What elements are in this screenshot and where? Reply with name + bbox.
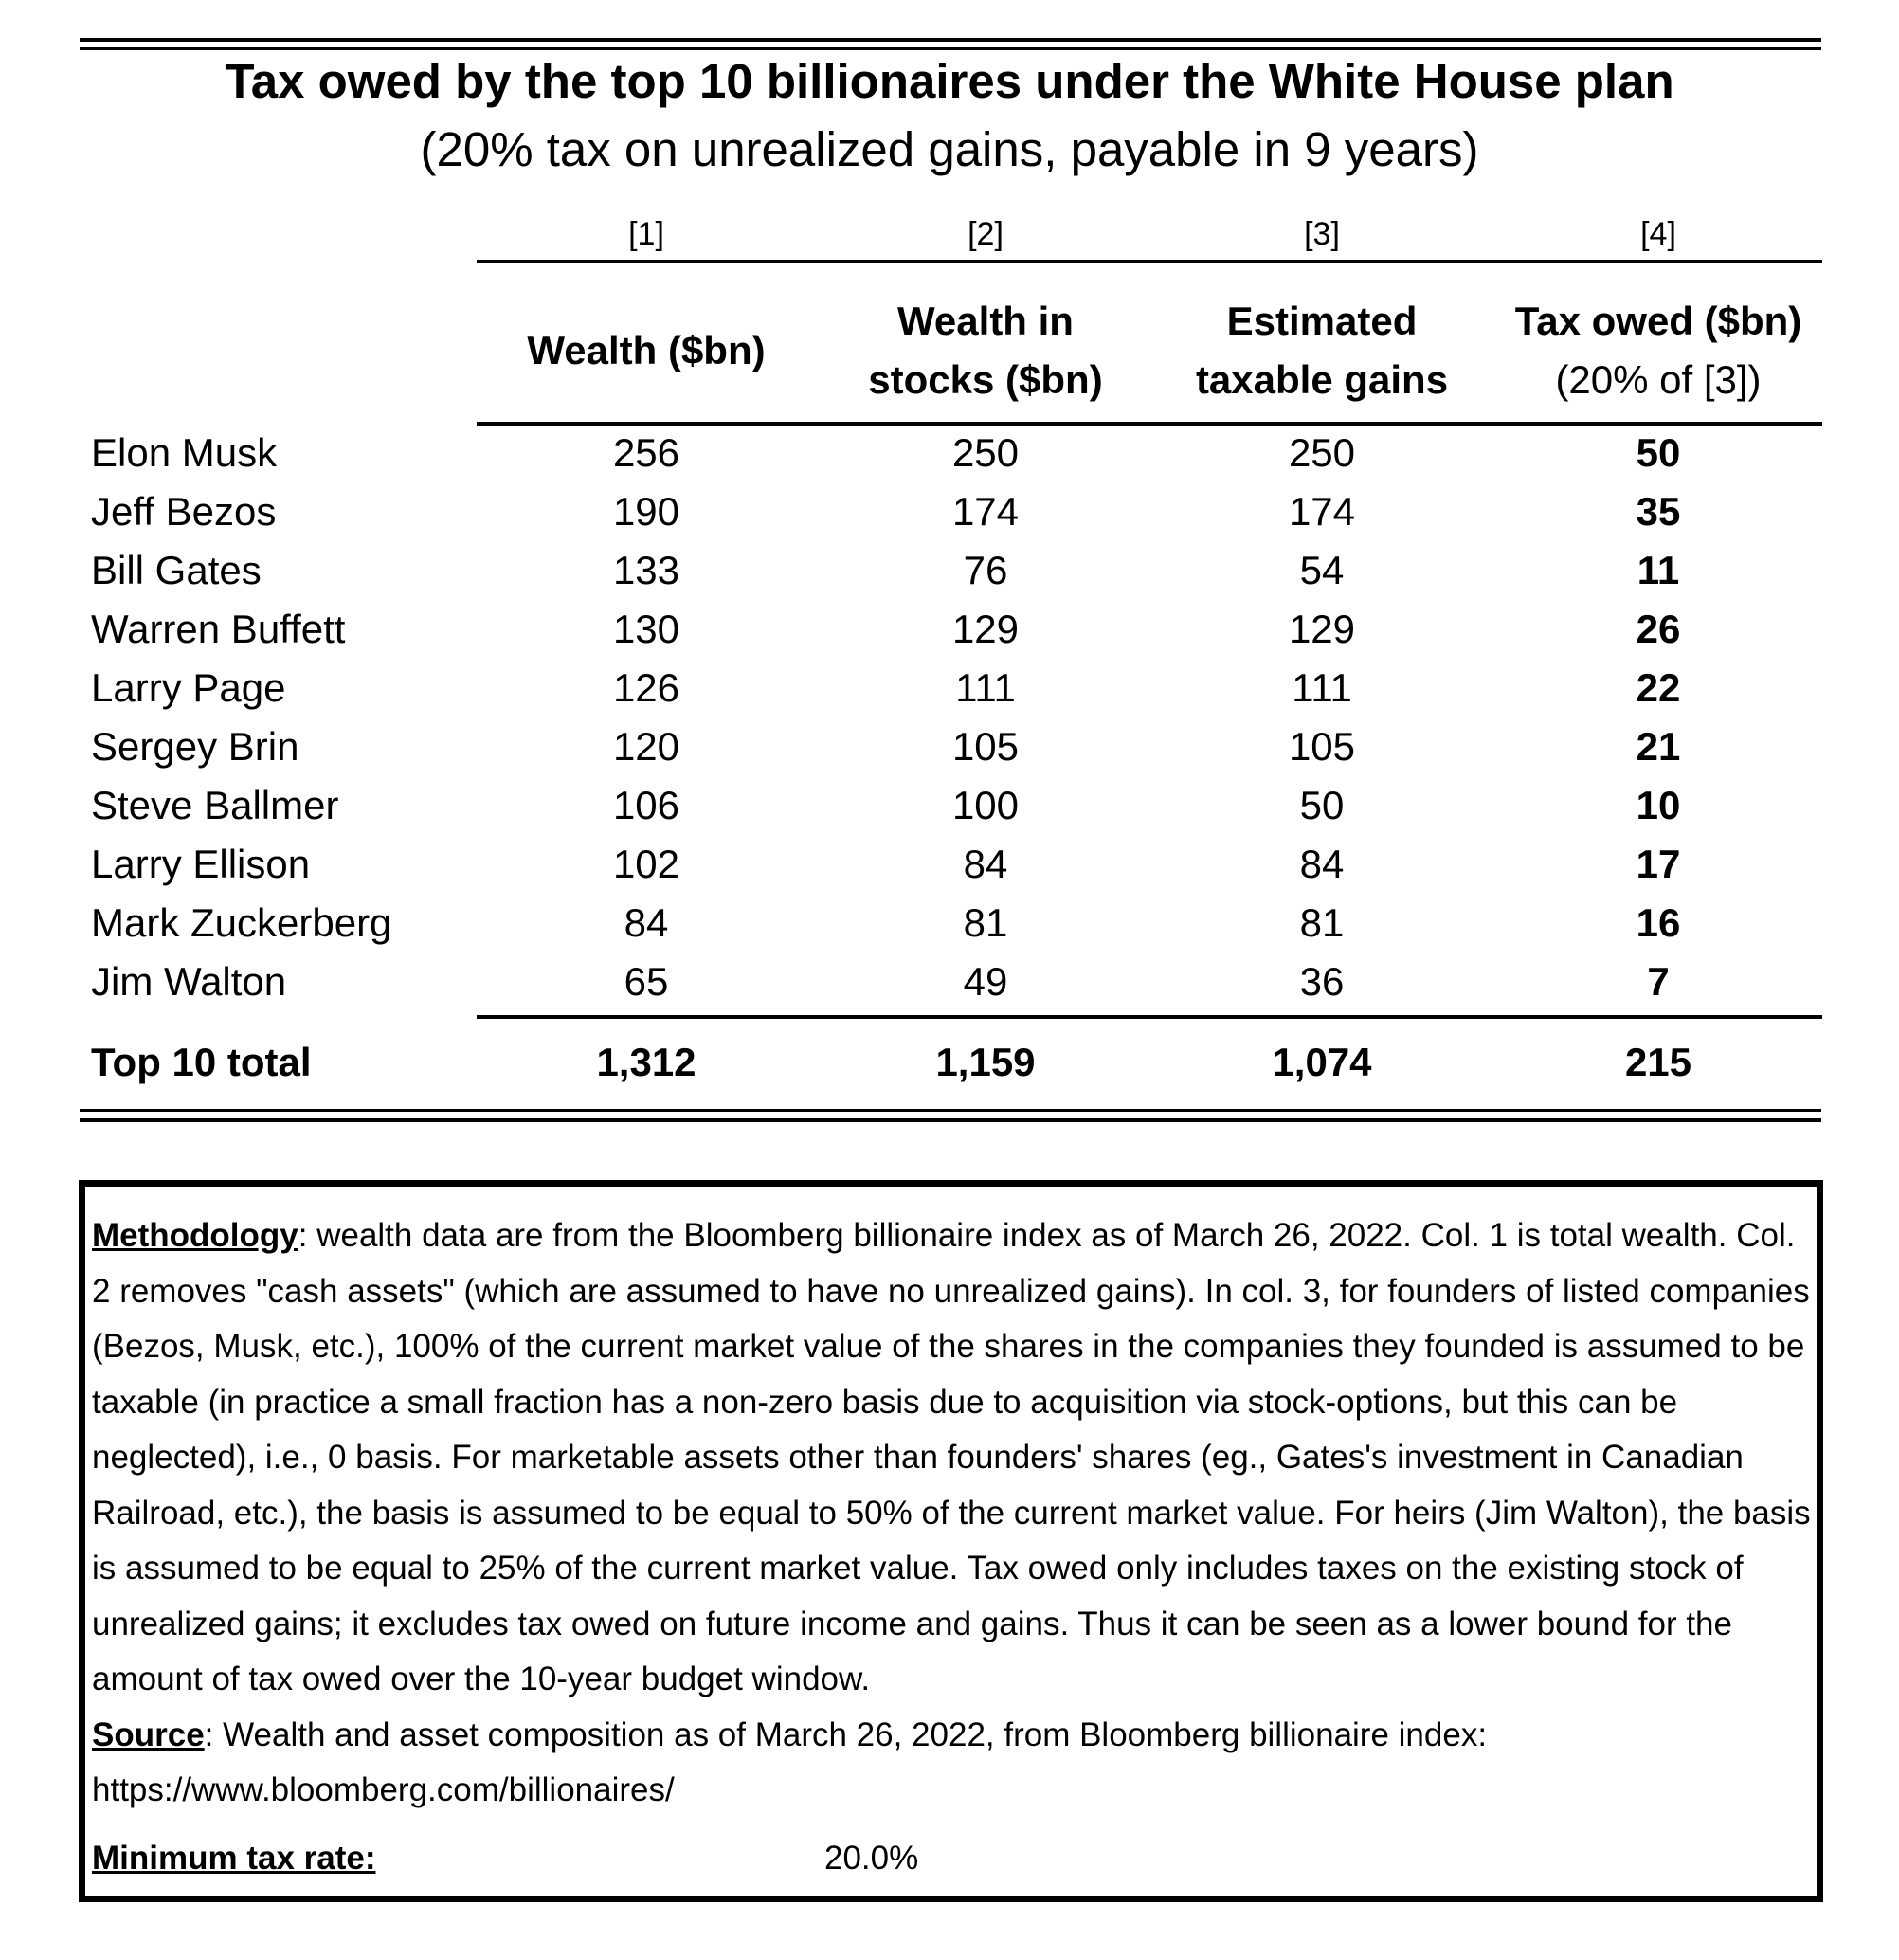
row-wealth: 133 (612, 548, 680, 592)
row-name: Sergey Brin (91, 724, 299, 769)
row-wealth: 106 (612, 783, 680, 827)
row-name: Jeff Bezos (91, 489, 277, 534)
row-gains: 36 (1299, 959, 1345, 1004)
min-rate-label: Minimum tax rate: (92, 1840, 376, 1877)
page-subtitle: (20% tax on unrealized gains, payable in 9 years) (420, 122, 1479, 176)
row-gains: 111 (1292, 665, 1352, 710)
row-tax: 16 (1636, 900, 1681, 945)
source-text: : Wealth and asset composition as of March 26, 2022, from Bloomberg billionaire index: https://www.bloomberg.com/billionaires/ (92, 1715, 1488, 1808)
total-tax: 215 (1624, 1040, 1692, 1084)
row-stocks: 250 (951, 430, 1020, 475)
col1-number: [1] (628, 216, 664, 252)
row-gains: 54 (1299, 548, 1345, 592)
row-wealth: 256 (612, 430, 680, 475)
row-tax: 17 (1636, 842, 1681, 886)
row-stocks: 129 (951, 607, 1020, 651)
row-tax: 21 (1636, 724, 1681, 769)
col3-header-line2: taxable gains (1195, 357, 1449, 402)
row-gains: 129 (1288, 607, 1356, 651)
table-row (0, 953, 1899, 1011)
row-gains: 250 (1288, 430, 1356, 475)
top-rule-outer (80, 38, 1821, 42)
col1-header (466, 284, 826, 417)
table-row (0, 541, 1899, 600)
table-row (0, 659, 1899, 717)
bottom-rule-outer (80, 1118, 1821, 1122)
row-name: Larry Page (91, 665, 286, 710)
table-row (0, 482, 1899, 541)
bottom-rule-inner (80, 1109, 1821, 1112)
row-name: Mark Zuckerberg (91, 900, 392, 945)
row-name: Steve Ballmer (91, 783, 339, 827)
table-row (0, 835, 1899, 894)
row-name: Jim Walton (91, 959, 287, 1004)
col1-header-line: Wealth ($bn) (527, 328, 766, 372)
row-tax: 10 (1636, 783, 1681, 827)
header-top-rule (477, 260, 1822, 263)
source-label: Source (92, 1715, 205, 1753)
row-tax: 22 (1636, 665, 1681, 710)
table-row (0, 424, 1899, 482)
total-row (0, 1033, 1899, 1092)
row-gains: 81 (1299, 900, 1345, 945)
total-stocks: 1,159 (935, 1040, 1036, 1084)
total-gains: 1,074 (1272, 1040, 1372, 1084)
row-stocks: 81 (963, 900, 1008, 945)
row-wealth: 126 (612, 665, 680, 710)
col2-number: [2] (968, 216, 1004, 252)
row-stocks: 111 (955, 665, 1016, 710)
total-top-rule (477, 1015, 1822, 1019)
row-tax: 11 (1637, 548, 1680, 592)
row-stocks: 49 (963, 959, 1008, 1004)
row-name: Bill Gates (91, 548, 262, 592)
row-gains: 84 (1299, 842, 1345, 886)
row-wealth: 65 (624, 959, 669, 1004)
col2-header-line1: Wealth in (897, 299, 1074, 343)
row-stocks: 174 (951, 489, 1020, 534)
row-name: Larry Ellison (91, 842, 311, 886)
notes-text (92, 1208, 1817, 1819)
row-name: Elon Musk (91, 430, 278, 475)
table-row (0, 717, 1899, 776)
row-gains: 105 (1288, 724, 1356, 769)
row-tax: 35 (1636, 489, 1681, 534)
row-tax: 26 (1636, 607, 1681, 651)
col3-header-line1: Estimated (1226, 299, 1418, 343)
col3-header (1142, 284, 1502, 417)
row-wealth: 84 (624, 900, 669, 945)
row-wealth: 120 (612, 724, 680, 769)
table-row (0, 894, 1899, 953)
row-stocks: 100 (951, 783, 1020, 827)
row-tax: 7 (1647, 959, 1670, 1004)
col3-number: [3] (1304, 216, 1340, 252)
col4-header-line2: (20% of [3]) (1555, 357, 1762, 402)
row-gains: 50 (1299, 783, 1345, 827)
row-wealth: 102 (612, 842, 680, 886)
table-row (0, 600, 1899, 659)
title-block (0, 47, 1899, 184)
row-tax: 50 (1636, 430, 1681, 475)
row-gains: 174 (1288, 489, 1356, 534)
row-wealth: 190 (612, 489, 680, 534)
page-title: Tax owed by the top 10 billionaires under the White House plan (225, 54, 1674, 108)
row-stocks: 105 (951, 724, 1020, 769)
methodology-label: Methodology (92, 1217, 298, 1254)
col4-header (1478, 284, 1838, 417)
total-label: Top 10 total (91, 1040, 312, 1084)
row-name: Warren Buffett (91, 607, 346, 651)
min-rate-value: 20.0% (824, 1840, 919, 1877)
row-stocks: 76 (963, 548, 1008, 592)
col4-header-line1: Tax owed ($bn) (1514, 299, 1802, 343)
row-stocks: 84 (963, 842, 1008, 886)
col2-header-line2: stocks ($bn) (868, 357, 1103, 402)
col4-number: [4] (1640, 216, 1676, 252)
methodology-text: : wealth data are from the Bloomberg billionaire index as of March 26, 2022. Col. 1 is total wealth. Col. 2 removes "cash assets" (which are assumed to have no unrealized gains). In col. 3, for founders of listed companies (Bezos, Musk, etc.), 100% of the current market value of the shares in the companies they founded is assumed to be taxable (in practice a small fraction has a non-zero basis due to acquisition via stock-options, but this can be neglected), i.e., 0 basis. For marketable assets other than founders' shares (eg., Gates's investment in Canadian Railroad, etc.), the basis is assumed to be equal to 50% of the current market value. For heirs (Jim Walton), the basis is assumed to be equal to 25% of the current market value. Tax owed only includes taxes on the existing stock of unrealized gains; it excludes tax owed on future income and gains. Thus it can be seen as a lower bound for the amount of tax owed over the 10-year budget window. (92, 1217, 1811, 1697)
row-wealth: 130 (612, 607, 680, 651)
col2-header (805, 284, 1166, 417)
total-wealth: 1,312 (596, 1040, 696, 1084)
table-row (0, 776, 1899, 835)
